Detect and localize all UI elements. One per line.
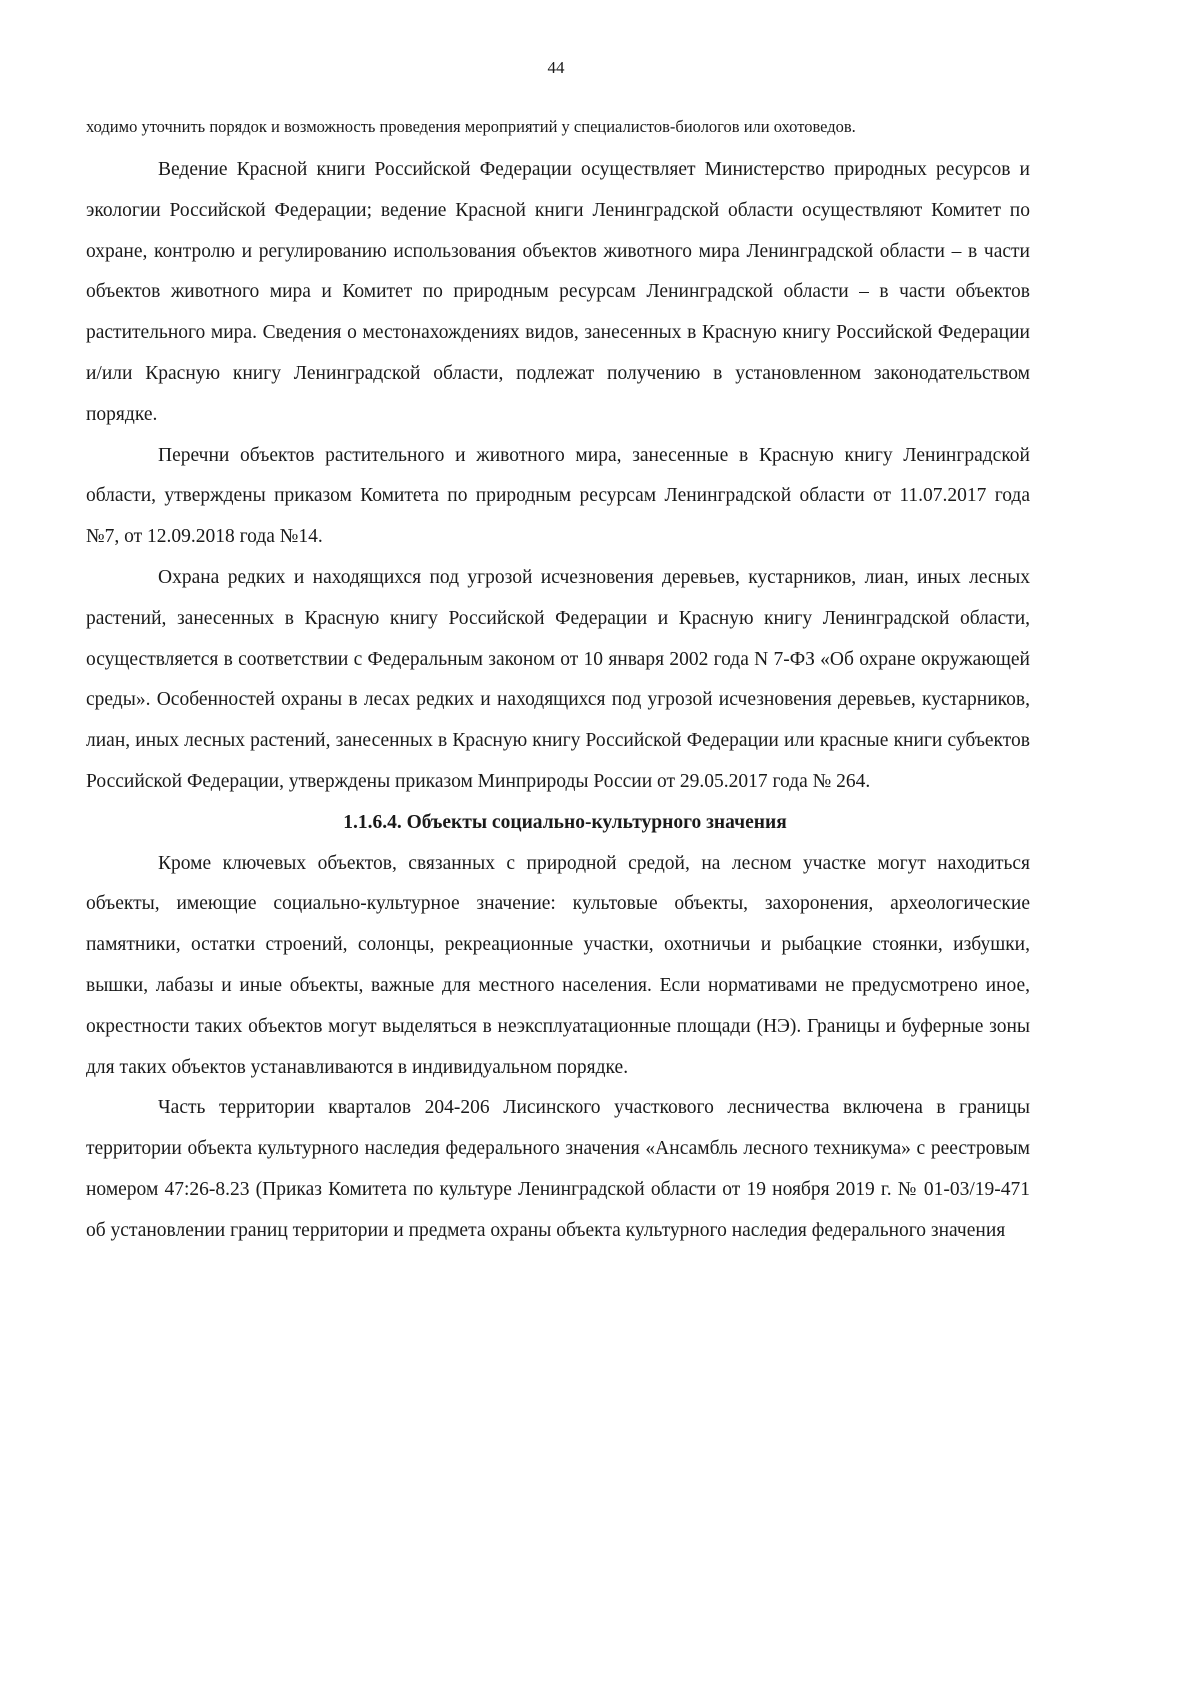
paragraph-social-cultural-objects: Кроме ключевых объектов, связанных с природной средой, на лесном участке могут находиться объекты, имеющие социально-культурное значение: культовые объекты, захоронения, археологические памятники, остатки строений, солонцы, рекреационные участки, охотничьи и рыбацкие стоянки, избушки, вышки, лабазы и иные объекты, важные для местного населения. Если нормативами не предусмотрено иное, окрестности таких объектов могут выделяться в неэксплуатационные площади (НЭ). Границы и буферные зоны для таких объектов устанавливаются в индивидуальном порядке.	[86, 852, 1030, 1078]
paragraph-rare-plants-protection: Охрана редких и находящихся под угрозой исчезновения деревьев, кустарников, лиан, иных лесных растений, занесенных в Красную книгу Российской Федерации и Красную книгу Ленинградской области, осуществляется в соответствии с Федеральным законом от 10 января 2002 года N 7-ФЗ «Об охране окружающей среды». Особенностей охраны в лесах редких и находящихся под угрозой исчезновения деревьев, кустарников, лиан, иных лесных растений, занесенных в Красную книгу Российской Федерации или красные книги субъектов Российской Федерации, утверждены приказом Минприроды России от 29.05.2017 года № 264.	[86, 566, 1030, 792]
paragraph-continuation: ходимо уточнить порядок и возможность проведения мероприятий у специалистов-биологов или охотоведов.	[86, 117, 856, 136]
paragraph-species-lists: Перечни объектов растительного и животного мира, занесенные в Красную книгу Ленинградской области, утверждены приказом Комитета по природным ресурсам Ленинградской области от 11.07.2017 года №7, от 12.09.2018 года №14.	[86, 444, 1030, 548]
page-number: 44	[547, 58, 565, 77]
section-heading: 1.1.6.4. Объекты социально-культурного значения	[343, 811, 787, 833]
paragraph-cultural-heritage: Часть территории кварталов 204-206 Лисинского участкового лесничества включена в границы территории объекта культурного наследия федерального значения «Ансамбль лесного техникума» с реестровым номером 47:26-8.23 (Приказ Комитета по культуре Ленинградской области от 19 ноября 2019 г. № 01-03/19-471 об установлении границ территории и предмета охраны объекта культурного наследия федерального значения	[86, 1097, 1030, 1241]
document-body	[86, 114, 1030, 1252]
paragraph-red-book-management: Ведение Красной книги Российской Федерации осуществляет Министерство природных ресурсов и экологии Российской Федерации; ведение Красной книги Ленинградской области осуществляют Комитет по охране, контролю и регулированию использования объектов животного мира Ленинградской области – в части объектов животного мира и Комитет по природным ресурсам Ленинградской области – в части объектов растительного мира. Сведения о местонахождениях видов, занесенных в Красную книгу Российской Федерации и/или Красную книгу Ленинградской области, подлежат получению в установленном законодательством порядке.	[86, 159, 1030, 425]
